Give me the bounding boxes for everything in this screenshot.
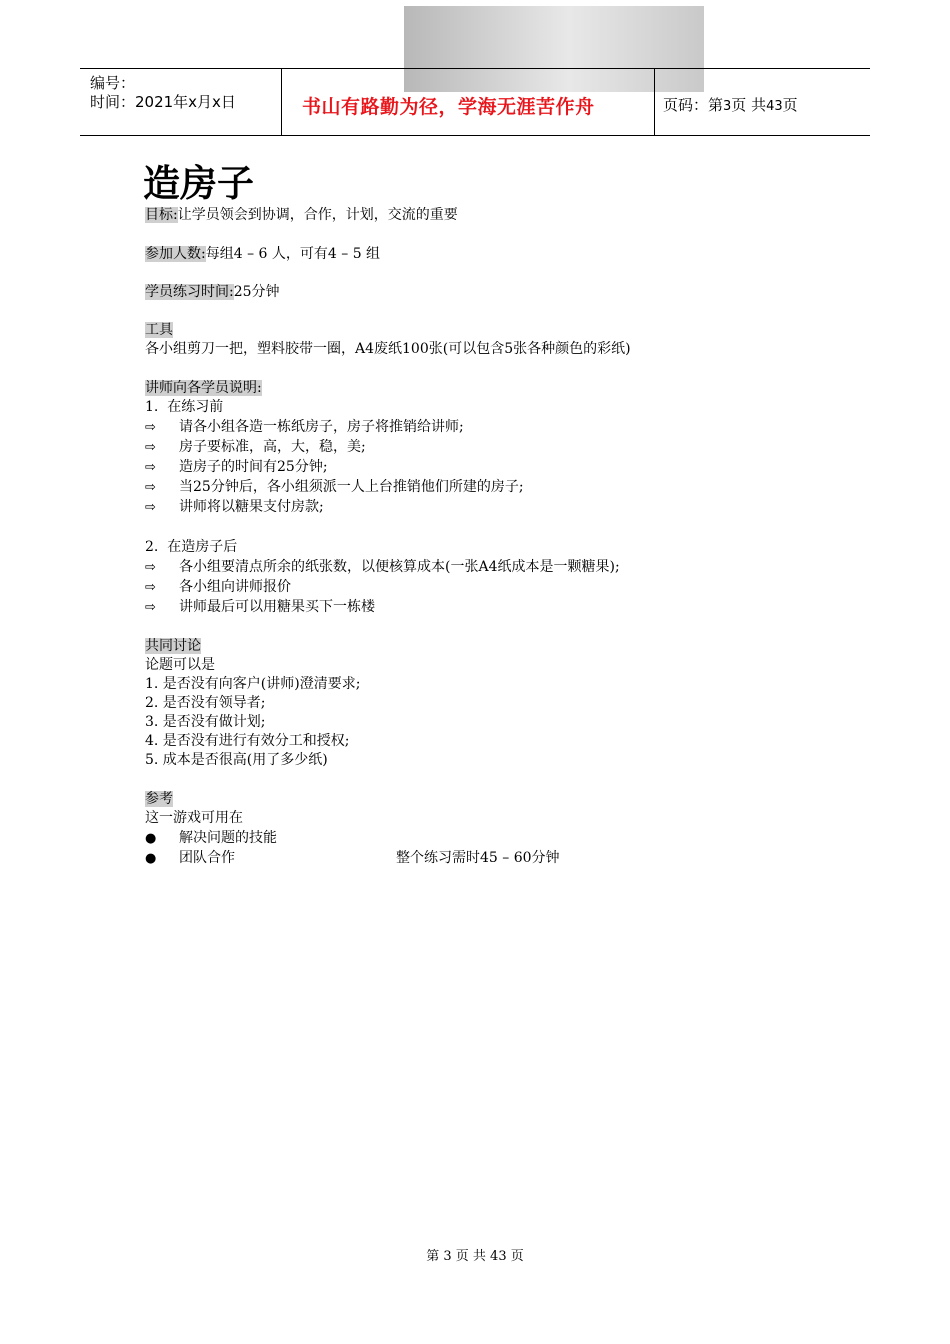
list-item: 4. 是否没有进行有效分工和授权; [145, 733, 350, 749]
list-item: 2. 是否没有领导者; [145, 695, 266, 711]
arrow-icon: ⇨ [145, 560, 156, 575]
duration-note: 整个练习需时45 – 60分钟 [396, 850, 560, 866]
list-item [145, 417, 464, 438]
list-item-text: 讲师最后可以用糖果买下一栋楼 [179, 599, 375, 615]
arrow-icon: ⇨ [145, 440, 156, 455]
time-line [145, 282, 280, 302]
instructions-heading [145, 378, 262, 398]
header-top-rule [80, 68, 870, 69]
reference-intro: 这一游戏可用在 [145, 810, 243, 826]
header-page-current: 3 [723, 99, 732, 114]
list-item [145, 577, 291, 598]
page-title: 造房子 [143, 162, 254, 205]
header-page-suffix: 页 [782, 96, 798, 114]
list-item [145, 437, 366, 458]
header-page-mid: 页 共 [731, 96, 767, 114]
header-page-indicator [663, 94, 798, 115]
list-item [145, 597, 375, 618]
discussion-label: 共同讨论 [145, 638, 201, 654]
bullet-icon: ● [145, 851, 157, 866]
list-item [145, 457, 328, 478]
header-divider-left [281, 68, 282, 135]
arrow-icon: ⇨ [145, 600, 156, 615]
reference-heading [145, 789, 173, 809]
bullet-icon: ● [145, 831, 157, 846]
header-page-prefix: 页码：第 [663, 96, 724, 114]
reference-label: 参考 [145, 791, 173, 807]
goal-text: 让学员领会到协调，合作，计划，交流的重要 [177, 207, 458, 223]
header-motto: 书山有路勤为径，学海无涯苦作舟 [302, 96, 595, 118]
header-time-label: 时间：2021年x月x日 [90, 93, 236, 111]
arrow-icon: ⇨ [145, 480, 156, 495]
arrow-icon: ⇨ [145, 420, 156, 435]
time-text: 25分钟 [233, 284, 280, 300]
participants-line [145, 244, 380, 264]
list-item: 1. 是否没有向客户(讲师)澄清要求; [145, 676, 361, 692]
discussion-intro: 论题可以是 [145, 657, 215, 673]
list-item [145, 557, 620, 578]
tools-text: 各小组剪刀一把，塑料胶带一圈，A4废纸100张(可以包含5张各种颜色的彩纸) [145, 341, 631, 357]
participants-label: 参加人数: [145, 246, 206, 262]
list-item-text: 讲师将以糖果支付房款; [179, 499, 324, 515]
participants-text: 每组4 – 6 人，可有4 – 5 组 [205, 246, 381, 262]
list-item-text: 团队合作 [179, 850, 235, 866]
header-divider-right [654, 68, 655, 135]
list-item-text: 当25分钟后，各小组须派一人上台推销他们所建的房子; [179, 479, 524, 495]
arrow-icon: ⇨ [145, 580, 156, 595]
header-bottom-rule [80, 135, 870, 136]
page-footer: 第 3 页 共 43 页 [426, 1249, 524, 1264]
tools-heading [145, 320, 173, 340]
list-item [145, 497, 324, 518]
list-item: 5. 成本是否很高(用了多少纸) [145, 752, 328, 768]
list-item: 3. 是否没有做计划; [145, 714, 266, 730]
arrow-icon: ⇨ [145, 500, 156, 515]
list-item [145, 848, 235, 869]
header-banner-image [404, 6, 704, 92]
before-heading: 1. 在练习前 [145, 399, 224, 415]
list-item [145, 477, 524, 498]
list-item [145, 828, 277, 849]
goal-label: 目标: [145, 207, 178, 223]
arrow-icon: ⇨ [145, 460, 156, 475]
list-item-text: 各小组要清点所余的纸张数，以便核算成本(一张A4纸成本是一颗糖果); [179, 559, 620, 575]
time-label: 学员练习时间: [145, 284, 234, 300]
list-item-text: 解决问题的技能 [179, 830, 277, 846]
tools-label: 工具 [145, 322, 173, 338]
goal-line [145, 205, 458, 225]
header-page-total: 43 [766, 99, 783, 114]
instructions-label: 讲师向各学员说明: [145, 380, 262, 396]
list-item-text: 造房子的时间有25分钟; [179, 459, 328, 475]
discussion-heading [145, 636, 201, 656]
header-code-label: 编号： [90, 74, 136, 92]
list-item-text: 各小组向讲师报价 [179, 579, 291, 595]
after-heading: 2. 在造房子后 [145, 539, 238, 555]
list-item-text: 房子要标准，高，大，稳，美; [179, 439, 366, 455]
list-item-text: 请各小组各造一栋纸房子，房子将推销给讲师; [179, 419, 464, 435]
